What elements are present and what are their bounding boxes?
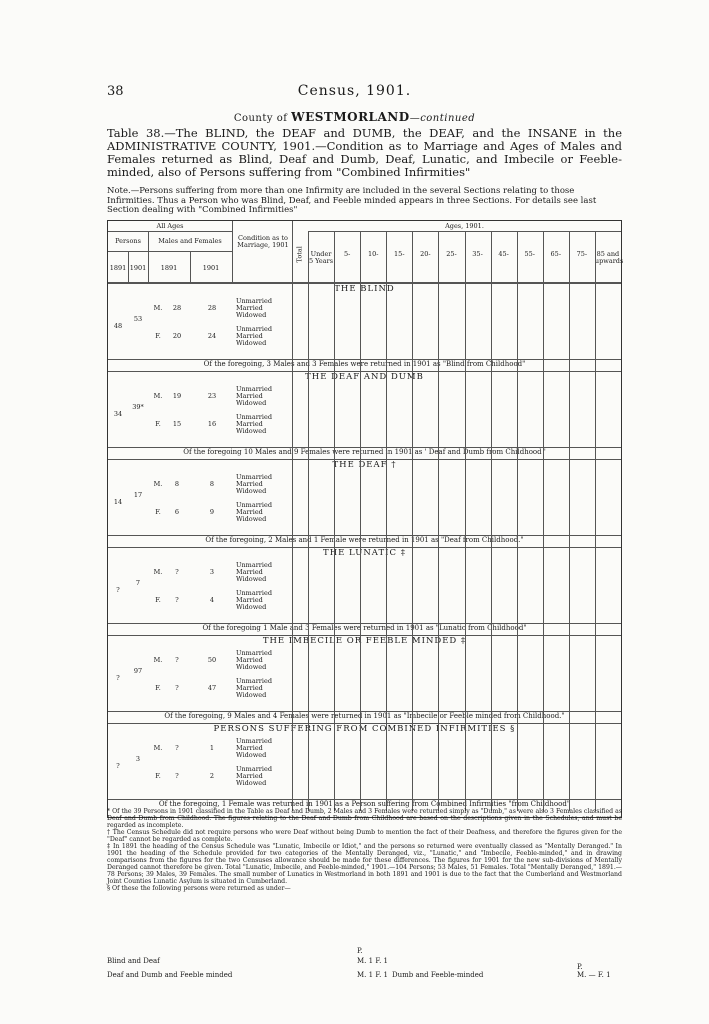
condition-widowed: Widowed — [236, 487, 267, 495]
sex-f: F. — [155, 332, 161, 340]
section-3 — [108, 547, 621, 635]
condition-unmarried: Unmarried — [236, 385, 273, 393]
persons-1901: 17 — [133, 491, 143, 499]
condition-unmarried: Unmarried — [236, 677, 273, 685]
persons-1891: 34 — [113, 410, 123, 418]
county-prefix: County of — [233, 113, 288, 124]
condition-married: Married — [236, 744, 263, 752]
foregoing-note: Of the foregoing, 3 Males and 3 Females were returned in 1901 as "Blind from Childhood" — [108, 360, 621, 368]
condition-widowed: Widowed — [236, 779, 267, 787]
persons-1891: 48 — [113, 322, 123, 330]
condition-married: Married — [236, 420, 263, 428]
condition-unmarried: Unmarried — [236, 413, 273, 421]
f-1891: ? — [175, 684, 179, 692]
m-1891: ? — [175, 656, 179, 664]
all-ages-header: All Ages — [156, 222, 184, 230]
condition-widowed: Widowed — [236, 663, 267, 671]
m-1901: 23 — [207, 392, 217, 400]
sex-m: M. — [153, 568, 163, 576]
combined-row-1-label: Blind and Deaf — [107, 957, 160, 965]
combined-row-2-m: M. 1 F. 1 — [357, 971, 389, 979]
persons-1891: ? — [116, 762, 120, 770]
condition-widowed: Widowed — [236, 575, 267, 583]
age-col-header: 55- — [524, 250, 535, 258]
condition-widowed: Widowed — [236, 603, 267, 611]
condition-married: Married — [236, 684, 263, 692]
page-number: 38 — [107, 84, 124, 99]
age-col-header: 65- — [550, 250, 562, 258]
condition-unmarried: Unmarried — [236, 589, 273, 597]
county-name: WESTMORLAND — [291, 110, 410, 124]
section-1 — [108, 371, 621, 459]
sex-f: F. — [155, 596, 161, 604]
persons-1901: 53 — [133, 315, 143, 323]
m-1891: 8 — [174, 480, 180, 488]
condition-widowed: Widowed — [236, 311, 267, 319]
m-1901: 1 — [209, 744, 215, 752]
m-1901: 28 — [207, 304, 217, 312]
footnotes — [107, 808, 622, 892]
age-col-header: 75- — [576, 250, 588, 258]
age-col-header: 15- — [394, 250, 405, 258]
condition-widowed: Widowed — [236, 691, 267, 699]
section-title: THE DEAF AND DUMB — [108, 372, 621, 382]
sex-m: M. — [153, 304, 163, 312]
condition-unmarried: Unmarried — [236, 325, 273, 333]
condition-unmarried: Unmarried — [236, 501, 273, 509]
footnote-deaf-dumb: * Of the 39 Persons in 1901 classified in the Table as Deaf and Dumb, 2 Males and 3 Females were returned simply as "Dumb," as were also 3 Females classified as Deaf and Dumb from Childhood. The figures relating to the Deaf and Dumb from Childhood are based on the descriptions given in the Schedules, and must be regarded as incomplete. — [107, 808, 622, 829]
condition-married: Married — [236, 656, 263, 664]
condition-married: Married — [236, 772, 263, 780]
condition-unmarried: Unmarried — [236, 649, 273, 657]
mf-1901-header: 1901 — [202, 264, 220, 272]
age-col-header: 5- — [343, 250, 351, 258]
table-title: Table 38.—The BLIND, the DEAF and DUMB, the DEAF, and the INSANE in the ADMINISTRATIVE COUNTY, 1901.—Condition as to Marriage and Ages of Males and Females returned as Blind, Deaf and Dumb, Deaf, Lunatic, and Imbecile or Feeble-minded, also of Persons suffering from "Combined Infirmities" — [107, 126, 622, 179]
footnote-deaf: † The Census Schedule did not require persons who were Deaf without being Dumb to mention the fact of their Deafness, and therefore the figures given for the "Deaf" cannot be regarded as complete. — [107, 829, 622, 843]
condition-married: Married — [236, 596, 263, 604]
condition-unmarried: Unmarried — [236, 473, 273, 481]
combined-row-1-m: M. 1 F. 1 — [357, 957, 389, 965]
condition-married: Married — [236, 332, 263, 340]
footnote-combined: § Of these the following persons were returned as under— — [107, 885, 291, 892]
age-col-header: Under 5 Years — [308, 250, 334, 265]
sex-f: F. — [155, 508, 161, 516]
persons-1901: 39* — [132, 403, 144, 411]
sex-m: M. — [153, 656, 163, 664]
age-col-header: 25- — [446, 250, 457, 258]
condition-header: Condition as to Marriage, 1901 — [237, 234, 289, 249]
persons-1891: ? — [116, 674, 120, 682]
section-title: PERSONS SUFFERING FROM COMBINED INFIRMITIES § — [108, 724, 621, 734]
section-title: THE IMBECILE OR FEEBLE MINDED ‡ — [108, 636, 621, 646]
footnote-lunatic: ‡ In 1891 the heading of the Census Schedule was "Lunatic, Imbecile or Idiot," and the persons so returned were eventually classed as "Mentally Deranged." In 1901 the heading of the Schedule provided for two categories of the Mentally Deranged, viz., "Lunatic," and "Imbecile, Feeble-minded," and in drawing comparisons from the figures for the two Censuses allowance should be made for these differences. The figures for 1901 for the new sub-divisions of Mentally Deranged cannot therefore be given. Total "Lunatic, Imbecile, and Feeble-minded," 1901.—104 Persons; 53 Males, 51 Females. Total "Mentally Deranged," 1891.—78 Persons; 39 Males, 39 Females. The small number of Lunatics in Westmorland in both 1891 and 1901 is due to the fact that the Cumberland and Westmorland Joint Counties Lunatic Asylum is situated in Cumberland. — [107, 843, 622, 885]
f-1891: 6 — [174, 508, 180, 516]
county-suffix: —continued — [409, 113, 476, 124]
section-2 — [108, 459, 621, 547]
sex-m: M. — [153, 744, 163, 752]
f-1891: 15 — [172, 420, 182, 428]
condition-married: Married — [236, 304, 263, 312]
persons-1891: ? — [116, 586, 120, 594]
foregoing-note: Of the foregoing 10 Males and 9 Females were returned in 1901 as ' Deaf and Dumb from Childhood ' — [108, 448, 621, 456]
table-note: Note.—Persons suffering from more than one Infirmity are included in the several Sections relating to those Infirmities. Thus a Person who was Blind, Deaf, and Feeble minded appears in three Sections. For details see last Section dealing with "Combined Infirmities" — [107, 186, 597, 215]
age-col-header: 35- — [472, 250, 483, 258]
m-1891: ? — [175, 744, 179, 752]
f-1901: 2 — [209, 772, 215, 780]
foregoing-note: Of the foregoing 1 Male and 3 Females were returned in 1901 as "Lunatic from Childhood" — [108, 624, 621, 632]
condition-married: Married — [236, 568, 263, 576]
section-5 — [108, 723, 621, 811]
combined-row-3-label: Dumb and Feeble-minded — [392, 971, 484, 979]
running-title: Census, 1901. — [297, 83, 412, 99]
f-1901: 16 — [207, 420, 217, 428]
section-title: THE LUNATIC ‡ — [108, 548, 621, 558]
m-1891: 28 — [172, 304, 182, 312]
f-1901: 9 — [209, 508, 215, 516]
condition-unmarried: Unmarried — [236, 297, 273, 305]
combined-row-3-p: P. — [577, 963, 583, 971]
sex-f: F. — [155, 772, 161, 780]
condition-widowed: Widowed — [236, 427, 267, 435]
ages-1901-header: Ages, 1901. — [445, 222, 484, 230]
m-1901: 50 — [207, 656, 217, 664]
m-1891: ? — [175, 568, 179, 576]
sex-m: M. — [153, 480, 163, 488]
condition-married: Married — [236, 508, 263, 516]
section-0 — [108, 283, 621, 371]
condition-widowed: Widowed — [236, 515, 267, 523]
age-col-header: 85 and upwards — [594, 250, 624, 265]
f-1891: ? — [175, 772, 179, 780]
combined-row-2-label: Deaf and Dumb and Feeble minded — [107, 971, 233, 979]
age-col-header: 20- — [420, 250, 431, 258]
total-header: Total — [295, 246, 304, 263]
combined-row-3-m: M. — F. 1 — [577, 971, 611, 979]
persons-header: Persons — [115, 237, 141, 245]
persons-1901: 97 — [133, 667, 143, 675]
persons-1891: 14 — [113, 498, 123, 506]
condition-widowed: Widowed — [236, 339, 267, 347]
condition-widowed: Widowed — [236, 399, 267, 407]
condition-married: Married — [236, 480, 263, 488]
m-1901: 8 — [209, 480, 215, 488]
f-1901: 4 — [209, 596, 215, 604]
m-1901: 3 — [209, 568, 215, 576]
section-title: THE BLIND — [108, 284, 621, 294]
condition-unmarried: Unmarried — [236, 561, 273, 569]
m-1891: 19 — [172, 392, 182, 400]
condition-unmarried: Unmarried — [236, 765, 273, 773]
foregoing-note: Of the foregoing, 1 Female was returned in 1901 as a Person suffering from Combined Infirmities "from Childhood" — [108, 800, 621, 808]
condition-married: Married — [236, 392, 263, 400]
foregoing-note: Of the foregoing, 9 Males and 4 Females were returned in 1901 as "Imbecile or Feeble minded from Childhood." — [108, 712, 621, 720]
condition-unmarried: Unmarried — [236, 737, 273, 745]
age-col-header: 45- — [498, 250, 509, 258]
persons-1901: 3 — [135, 755, 141, 763]
condition-widowed: Widowed — [236, 751, 267, 759]
sex-m: M. — [153, 392, 163, 400]
f-1901: 24 — [207, 332, 217, 340]
f-1891: ? — [175, 596, 179, 604]
county-heading — [0, 110, 709, 124]
foregoing-note: Of the foregoing, 2 Males and 1 Female were returned in 1901 as "Deaf from Childhood." — [108, 536, 621, 544]
sex-f: F. — [155, 420, 161, 428]
combined-p-header: P. — [357, 947, 363, 955]
persons-1901-header: 1901 — [129, 264, 147, 272]
section-4 — [108, 635, 621, 723]
age-col-header: 10- — [367, 250, 379, 258]
sex-f: F. — [155, 684, 161, 692]
males-females-header: Males and Females — [158, 237, 222, 245]
persons-1891-header: 1891 — [109, 264, 127, 272]
mf-1891-header: 1891 — [160, 264, 178, 272]
infirmities-table — [107, 220, 622, 818]
persons-1901: 7 — [135, 579, 141, 587]
section-title: THE DEAF † — [108, 460, 621, 470]
f-1891: 20 — [172, 332, 182, 340]
f-1901: 47 — [207, 684, 217, 692]
